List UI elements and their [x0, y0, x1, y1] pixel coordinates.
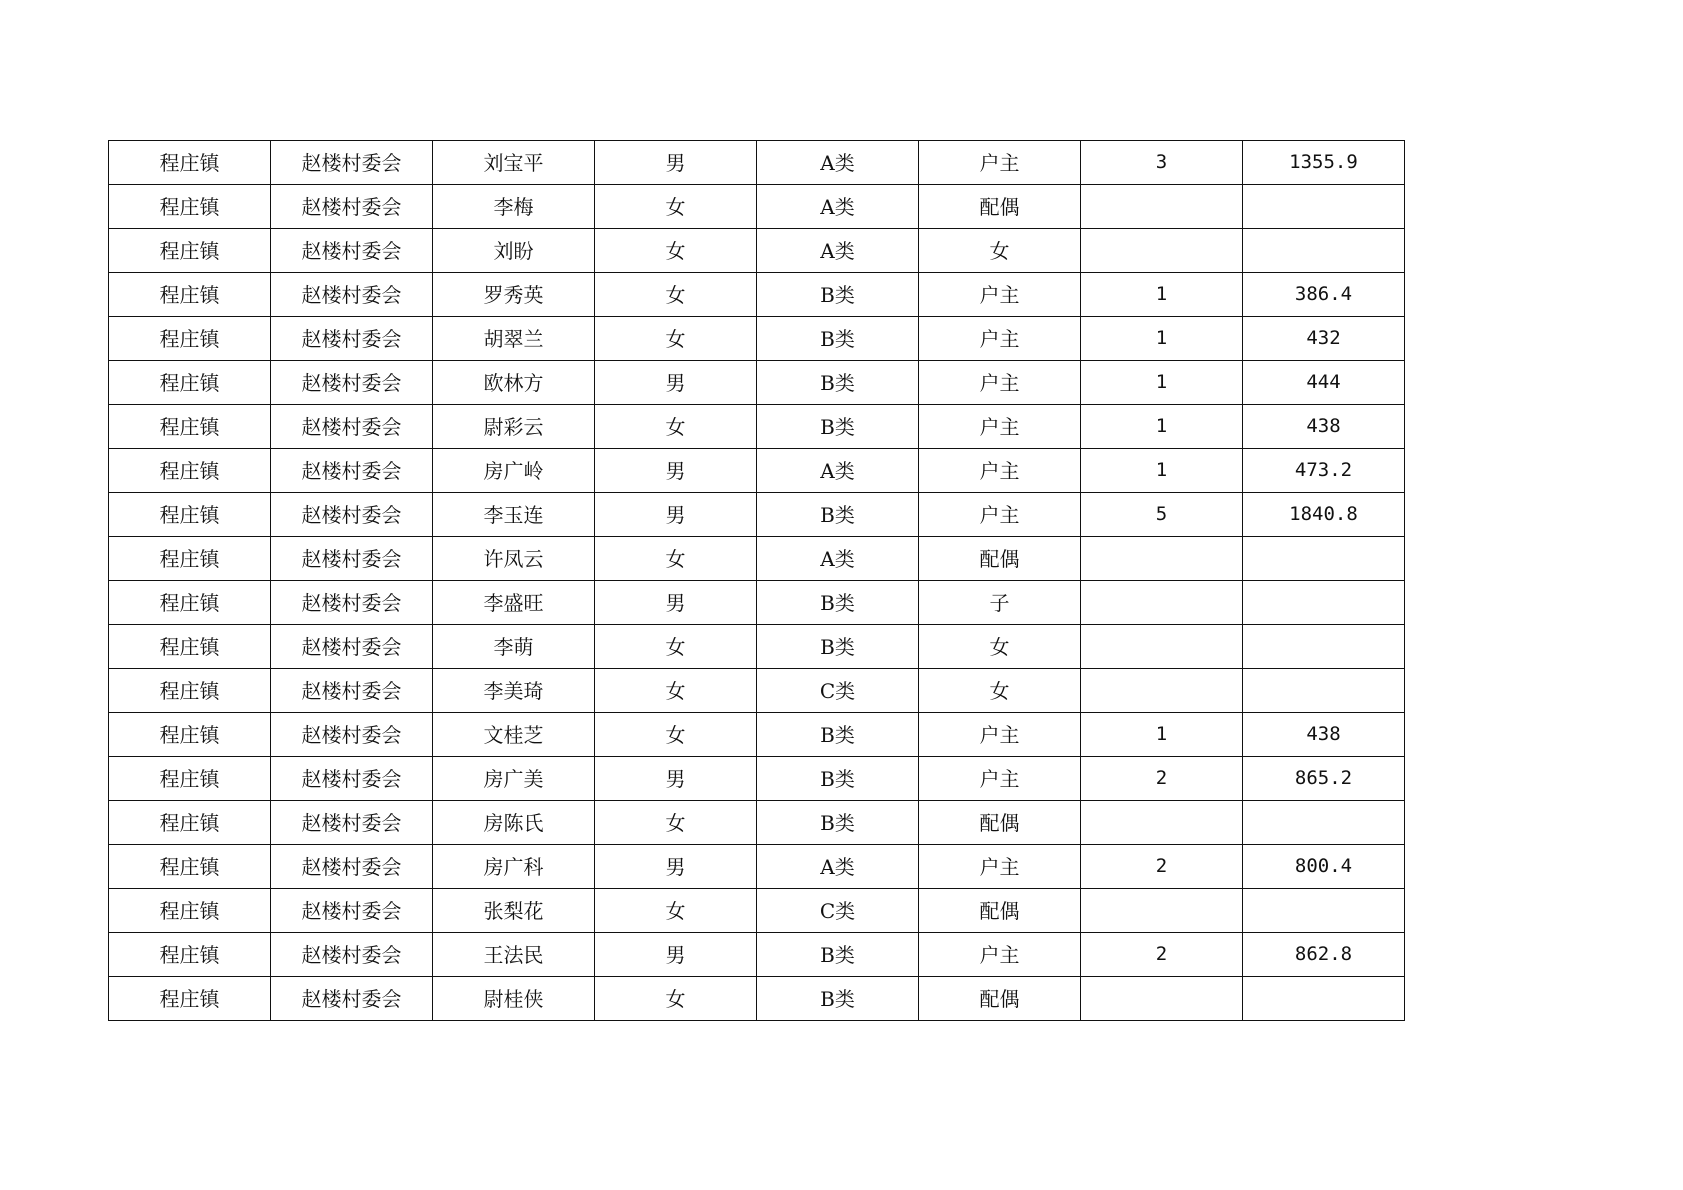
gender-cell: 女	[595, 537, 757, 581]
category-cell: C类	[757, 669, 919, 713]
category-cell: B类	[757, 757, 919, 801]
relation-cell: 户主	[919, 273, 1081, 317]
town-cell: 程庄镇	[109, 625, 271, 669]
amount-cell	[1243, 801, 1405, 845]
name-cell: 罗秀英	[433, 273, 595, 317]
gender-cell: 女	[595, 625, 757, 669]
table-row	[109, 801, 1405, 845]
village-committee-cell: 赵楼村委会	[271, 977, 433, 1021]
village-committee-cell: 赵楼村委会	[271, 273, 433, 317]
table-row	[109, 889, 1405, 933]
household-count-cell	[1081, 581, 1243, 625]
name-cell: 尉彩云	[433, 405, 595, 449]
village-committee-cell: 赵楼村委会	[271, 449, 433, 493]
gender-cell: 女	[595, 273, 757, 317]
relation-cell: 户主	[919, 141, 1081, 185]
name-cell: 胡翠兰	[433, 317, 595, 361]
category-cell: A类	[757, 185, 919, 229]
town-cell: 程庄镇	[109, 845, 271, 889]
town-cell: 程庄镇	[109, 801, 271, 845]
category-cell: A类	[757, 845, 919, 889]
category-cell: A类	[757, 141, 919, 185]
table-row	[109, 669, 1405, 713]
table-row	[109, 625, 1405, 669]
village-committee-cell: 赵楼村委会	[271, 493, 433, 537]
relation-cell: 户主	[919, 713, 1081, 757]
amount-cell: 1840.8	[1243, 493, 1405, 537]
table-row	[109, 273, 1405, 317]
amount-cell: 1355.9	[1243, 141, 1405, 185]
relation-cell: 户主	[919, 405, 1081, 449]
table-row	[109, 449, 1405, 493]
town-cell: 程庄镇	[109, 537, 271, 581]
category-cell: B类	[757, 713, 919, 757]
table-row	[109, 405, 1405, 449]
category-cell: B类	[757, 361, 919, 405]
category-cell: C类	[757, 889, 919, 933]
household-count-cell: 1	[1081, 317, 1243, 361]
household-count-cell: 3	[1081, 141, 1243, 185]
town-cell: 程庄镇	[109, 757, 271, 801]
gender-cell: 男	[595, 493, 757, 537]
name-cell: 欧林方	[433, 361, 595, 405]
town-cell: 程庄镇	[109, 889, 271, 933]
amount-cell: 473.2	[1243, 449, 1405, 493]
household-count-cell	[1081, 889, 1243, 933]
gender-cell: 男	[595, 141, 757, 185]
amount-cell	[1243, 625, 1405, 669]
name-cell: 刘盼	[433, 229, 595, 273]
data-table-container	[108, 140, 1405, 1021]
table-row	[109, 537, 1405, 581]
name-cell: 李玉连	[433, 493, 595, 537]
town-cell: 程庄镇	[109, 185, 271, 229]
village-committee-cell: 赵楼村委会	[271, 669, 433, 713]
household-count-cell	[1081, 625, 1243, 669]
name-cell: 房广美	[433, 757, 595, 801]
household-count-cell: 5	[1081, 493, 1243, 537]
table-row	[109, 977, 1405, 1021]
town-cell: 程庄镇	[109, 493, 271, 537]
category-cell: A类	[757, 537, 919, 581]
town-cell: 程庄镇	[109, 273, 271, 317]
category-cell: B类	[757, 933, 919, 977]
amount-cell	[1243, 669, 1405, 713]
relation-cell: 女	[919, 625, 1081, 669]
gender-cell: 男	[595, 845, 757, 889]
town-cell: 程庄镇	[109, 317, 271, 361]
gender-cell: 男	[595, 757, 757, 801]
village-committee-cell: 赵楼村委会	[271, 537, 433, 581]
household-count-cell	[1081, 229, 1243, 273]
household-count-cell: 1	[1081, 449, 1243, 493]
gender-cell: 男	[595, 933, 757, 977]
village-committee-cell: 赵楼村委会	[271, 933, 433, 977]
amount-cell	[1243, 229, 1405, 273]
gender-cell: 女	[595, 229, 757, 273]
village-committee-cell: 赵楼村委会	[271, 185, 433, 229]
table-row	[109, 757, 1405, 801]
name-cell: 文桂芝	[433, 713, 595, 757]
amount-cell: 800.4	[1243, 845, 1405, 889]
name-cell: 刘宝平	[433, 141, 595, 185]
amount-cell	[1243, 977, 1405, 1021]
name-cell: 李梅	[433, 185, 595, 229]
table-row	[109, 581, 1405, 625]
relation-cell: 配偶	[919, 185, 1081, 229]
village-committee-cell: 赵楼村委会	[271, 801, 433, 845]
category-cell: B类	[757, 317, 919, 361]
name-cell: 房陈氏	[433, 801, 595, 845]
name-cell: 尉桂侠	[433, 977, 595, 1021]
table-row	[109, 317, 1405, 361]
relation-cell: 女	[919, 229, 1081, 273]
household-count-cell: 2	[1081, 845, 1243, 889]
gender-cell: 女	[595, 977, 757, 1021]
table-body	[109, 141, 1405, 1021]
name-cell: 李美琦	[433, 669, 595, 713]
amount-cell	[1243, 185, 1405, 229]
town-cell: 程庄镇	[109, 449, 271, 493]
table-row	[109, 713, 1405, 757]
amount-cell: 865.2	[1243, 757, 1405, 801]
table-row	[109, 141, 1405, 185]
town-cell: 程庄镇	[109, 581, 271, 625]
amount-cell: 862.8	[1243, 933, 1405, 977]
amount-cell: 438	[1243, 405, 1405, 449]
category-cell: A类	[757, 229, 919, 273]
gender-cell: 女	[595, 185, 757, 229]
gender-cell: 女	[595, 405, 757, 449]
table-row	[109, 933, 1405, 977]
category-cell: A类	[757, 449, 919, 493]
village-committee-cell: 赵楼村委会	[271, 625, 433, 669]
category-cell: B类	[757, 977, 919, 1021]
relation-cell: 户主	[919, 361, 1081, 405]
name-cell: 张梨花	[433, 889, 595, 933]
household-count-cell	[1081, 801, 1243, 845]
name-cell: 房广科	[433, 845, 595, 889]
town-cell: 程庄镇	[109, 361, 271, 405]
gender-cell: 女	[595, 317, 757, 361]
table-row	[109, 493, 1405, 537]
category-cell: B类	[757, 581, 919, 625]
household-count-cell	[1081, 977, 1243, 1021]
village-committee-cell: 赵楼村委会	[271, 757, 433, 801]
gender-cell: 女	[595, 713, 757, 757]
village-committee-cell: 赵楼村委会	[271, 405, 433, 449]
amount-cell	[1243, 889, 1405, 933]
category-cell: B类	[757, 493, 919, 537]
table-row	[109, 185, 1405, 229]
gender-cell: 男	[595, 361, 757, 405]
household-count-cell	[1081, 537, 1243, 581]
relation-cell: 户主	[919, 933, 1081, 977]
town-cell: 程庄镇	[109, 933, 271, 977]
relation-cell: 配偶	[919, 889, 1081, 933]
category-cell: B类	[757, 273, 919, 317]
household-count-cell: 2	[1081, 757, 1243, 801]
village-committee-cell: 赵楼村委会	[271, 713, 433, 757]
category-cell: B类	[757, 405, 919, 449]
data-table	[108, 140, 1405, 1021]
relation-cell: 子	[919, 581, 1081, 625]
gender-cell: 女	[595, 801, 757, 845]
town-cell: 程庄镇	[109, 229, 271, 273]
name-cell: 许凤云	[433, 537, 595, 581]
village-committee-cell: 赵楼村委会	[271, 317, 433, 361]
amount-cell: 444	[1243, 361, 1405, 405]
gender-cell: 女	[595, 669, 757, 713]
household-count-cell: 1	[1081, 405, 1243, 449]
town-cell: 程庄镇	[109, 713, 271, 757]
village-committee-cell: 赵楼村委会	[271, 581, 433, 625]
gender-cell: 女	[595, 889, 757, 933]
category-cell: B类	[757, 625, 919, 669]
household-count-cell: 1	[1081, 713, 1243, 757]
relation-cell: 女	[919, 669, 1081, 713]
relation-cell: 配偶	[919, 801, 1081, 845]
household-count-cell	[1081, 185, 1243, 229]
village-committee-cell: 赵楼村委会	[271, 229, 433, 273]
name-cell: 李萌	[433, 625, 595, 669]
name-cell: 房广岭	[433, 449, 595, 493]
town-cell: 程庄镇	[109, 141, 271, 185]
household-count-cell: 1	[1081, 361, 1243, 405]
relation-cell: 户主	[919, 845, 1081, 889]
relation-cell: 户主	[919, 317, 1081, 361]
amount-cell: 438	[1243, 713, 1405, 757]
village-committee-cell: 赵楼村委会	[271, 889, 433, 933]
table-row	[109, 845, 1405, 889]
town-cell: 程庄镇	[109, 405, 271, 449]
gender-cell: 男	[595, 449, 757, 493]
relation-cell: 户主	[919, 757, 1081, 801]
village-committee-cell: 赵楼村委会	[271, 361, 433, 405]
town-cell: 程庄镇	[109, 669, 271, 713]
relation-cell: 户主	[919, 449, 1081, 493]
amount-cell: 432	[1243, 317, 1405, 361]
gender-cell: 男	[595, 581, 757, 625]
name-cell: 李盛旺	[433, 581, 595, 625]
village-committee-cell: 赵楼村委会	[271, 845, 433, 889]
household-count-cell	[1081, 669, 1243, 713]
category-cell: B类	[757, 801, 919, 845]
village-committee-cell: 赵楼村委会	[271, 141, 433, 185]
town-cell: 程庄镇	[109, 977, 271, 1021]
household-count-cell: 1	[1081, 273, 1243, 317]
amount-cell	[1243, 581, 1405, 625]
relation-cell: 配偶	[919, 537, 1081, 581]
table-row	[109, 361, 1405, 405]
table-row	[109, 229, 1405, 273]
name-cell: 王法民	[433, 933, 595, 977]
household-count-cell: 2	[1081, 933, 1243, 977]
amount-cell: 386.4	[1243, 273, 1405, 317]
amount-cell	[1243, 537, 1405, 581]
relation-cell: 户主	[919, 493, 1081, 537]
relation-cell: 配偶	[919, 977, 1081, 1021]
